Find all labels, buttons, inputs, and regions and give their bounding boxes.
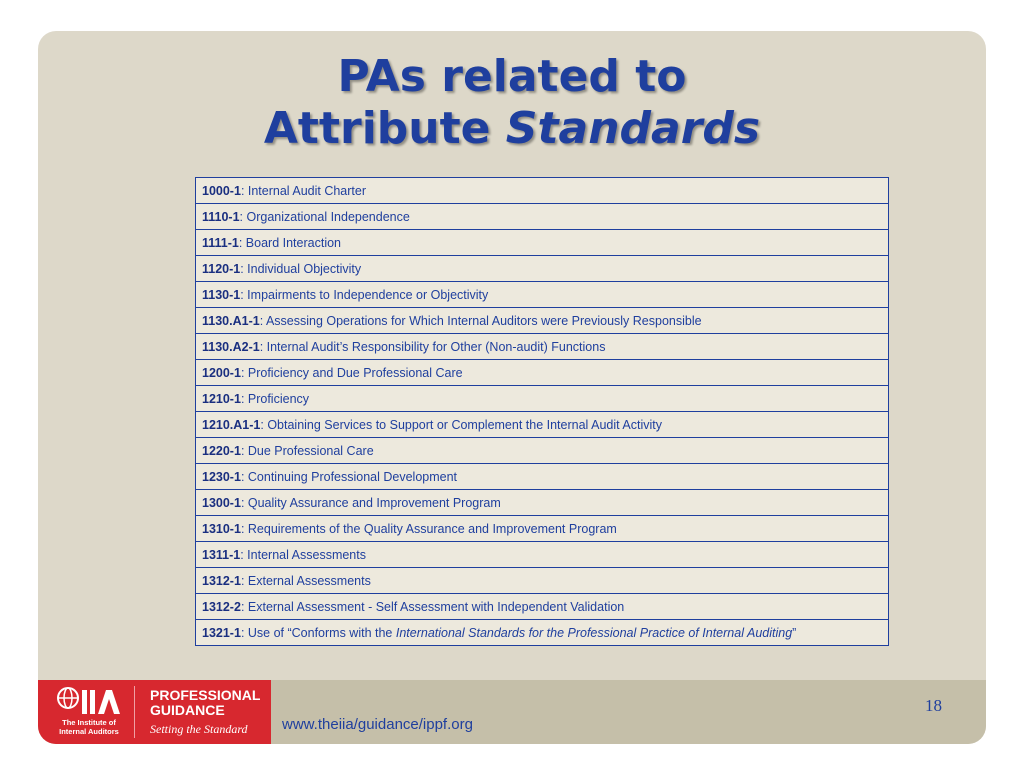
table-row — [196, 568, 889, 594]
table-row — [196, 230, 889, 256]
iia-logo-block — [38, 680, 271, 744]
pa-code: 1120-1 — [202, 261, 241, 276]
table-cell — [196, 360, 889, 386]
table-cell — [196, 282, 889, 308]
logo-divider — [134, 686, 135, 738]
footer-url: www.theiia/guidance/ippf.org — [282, 716, 473, 733]
pa-description: : Obtaining Services to Support or Complement the Internal Audit Activity — [260, 417, 662, 432]
table-row — [196, 438, 889, 464]
pa-table-body — [196, 178, 889, 646]
table-row — [196, 620, 889, 646]
table-row — [196, 204, 889, 230]
pa-code: 1130-1 — [202, 287, 241, 302]
footer-band — [38, 680, 986, 744]
professional-guidance-label — [150, 688, 260, 718]
pa-description: : Internal Assessments — [240, 547, 366, 562]
pa-code: 1130.A2-1 — [202, 339, 260, 354]
table-cell — [196, 568, 889, 594]
pa-code: 1312-1 — [202, 573, 241, 588]
table-row — [196, 386, 889, 412]
table-cell — [196, 490, 889, 516]
pa-code: 1130.A1-1 — [202, 313, 260, 328]
pa-description-italic: International Standards for the Professional Practice of Internal Auditing — [395, 625, 793, 640]
table-cell — [196, 204, 889, 230]
page-number: 18 — [925, 696, 942, 715]
pa-code: 1111-1 — [202, 235, 239, 250]
slide-title — [38, 51, 986, 155]
table-row — [196, 282, 889, 308]
pa-description: : Board Interaction — [238, 235, 342, 250]
pa-code: 1210-1 — [202, 391, 241, 406]
title-plain: Attribute — [263, 103, 506, 154]
pa-description: : Due Professional Care — [240, 443, 374, 458]
table-row — [196, 360, 889, 386]
pa-code: 1310-1 — [202, 521, 241, 536]
pa-description: : Organizational Independence — [239, 209, 410, 224]
iia-org-name — [46, 719, 132, 736]
pa-description: : Use of “Conforms with the — [240, 625, 396, 640]
pa-description: : Internal Audit Charter — [240, 183, 367, 198]
table-cell — [196, 620, 889, 646]
pa-description: : Requirements of the Quality Assurance and Improvement Program — [240, 521, 617, 536]
pa-description: : External Assessments — [240, 573, 371, 588]
table-row — [196, 412, 889, 438]
table-cell — [196, 230, 889, 256]
pa-code: 1312-2 — [202, 599, 241, 614]
table-cell — [196, 438, 889, 464]
table-cell — [196, 386, 889, 412]
pa-description: : Continuing Professional Development — [240, 469, 458, 484]
table-cell — [196, 178, 889, 204]
pa-description: : Impairments to Independence or Objectivity — [240, 287, 489, 302]
table-cell — [196, 256, 889, 282]
table-row — [196, 594, 889, 620]
table-cell — [196, 464, 889, 490]
tagline: Setting the Standard — [150, 722, 248, 736]
pa-code: 1200-1 — [202, 365, 241, 380]
table-cell — [196, 516, 889, 542]
pa-description: : Individual Objectivity — [240, 261, 362, 276]
pa-code: 1311-1 — [202, 547, 241, 562]
title-line-1: PAs related to — [337, 51, 687, 102]
pa-table — [195, 177, 889, 646]
table-row — [196, 178, 889, 204]
table-row — [196, 516, 889, 542]
pg-line-1: PROFESSIONAL — [150, 687, 261, 703]
table-cell — [196, 542, 889, 568]
pa-description: : External Assessment - Self Assessment with Independent Validation — [240, 599, 625, 614]
pa-code: 1210.A1-1 — [202, 417, 261, 432]
pa-code: 1300-1 — [202, 495, 241, 510]
iia-globe-logo-icon — [56, 686, 120, 718]
pa-code: 1220-1 — [202, 443, 241, 458]
title-line-2 — [38, 103, 986, 155]
table-row — [196, 334, 889, 360]
iia-org-line-2: Internal Auditors — [59, 726, 119, 736]
pa-code: 1321-1 — [202, 625, 241, 640]
iia-org-line-1: The Institute of — [62, 718, 116, 727]
pa-description: : Proficiency and Due Professional Care — [240, 365, 463, 380]
table-cell — [196, 334, 889, 360]
table-cell — [196, 594, 889, 620]
slide — [38, 31, 986, 744]
table-row — [196, 464, 889, 490]
pa-code: 1230-1 — [202, 469, 241, 484]
pa-code: 1110-1 — [202, 209, 240, 224]
pa-code: 1000-1 — [202, 183, 241, 198]
pa-description: : Proficiency — [240, 391, 310, 406]
pa-description: : Internal Audit’s Responsibility for Other (Non-audit) Functions — [259, 339, 606, 354]
table-row — [196, 308, 889, 334]
table-cell — [196, 308, 889, 334]
table-row — [196, 490, 889, 516]
pa-description: : Assessing Operations for Which Internal Auditors were Previously Responsible — [259, 313, 702, 328]
pg-line-2: GUIDANCE — [150, 702, 225, 718]
table-row — [196, 542, 889, 568]
table-cell — [196, 412, 889, 438]
pa-description-end: ” — [792, 625, 797, 640]
pa-description: : Quality Assurance and Improvement Program — [240, 495, 501, 510]
title-italic: Standards — [505, 103, 761, 154]
table-row — [196, 256, 889, 282]
